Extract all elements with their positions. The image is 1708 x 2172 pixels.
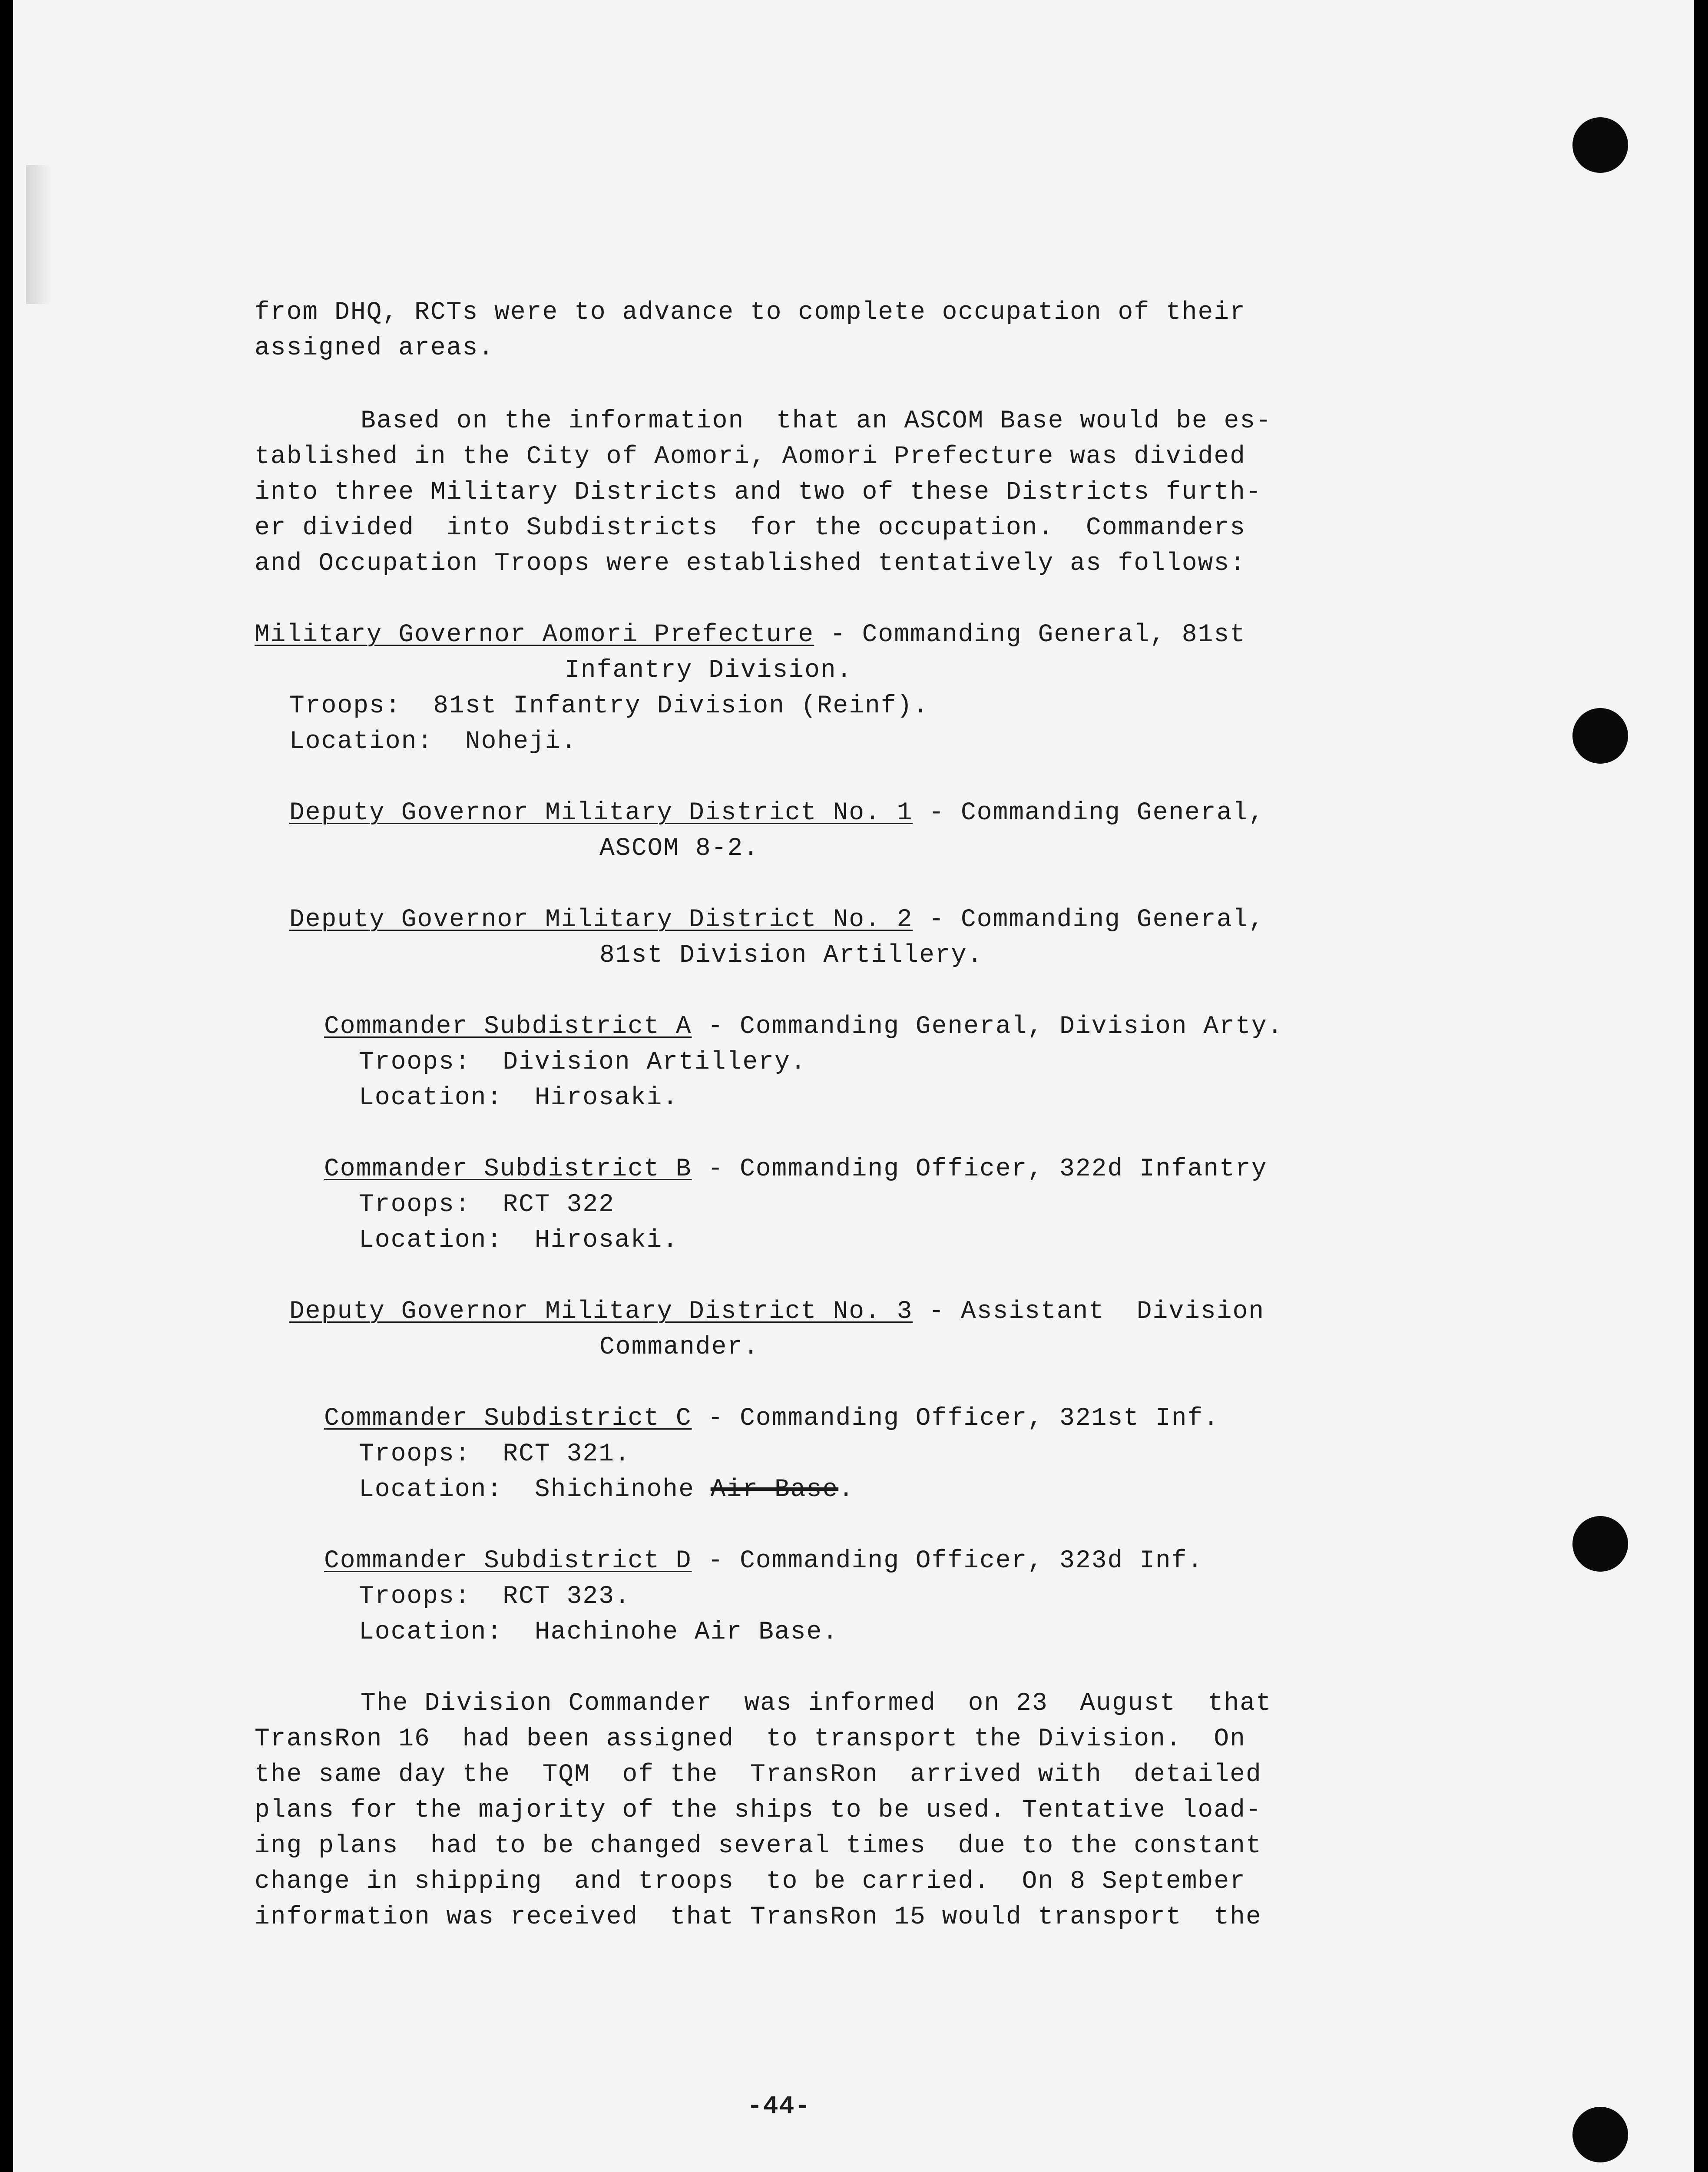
para1-line-2: assigned areas. bbox=[255, 334, 495, 362]
subC-heading: Commander Subdistrict C bbox=[324, 1404, 692, 1433]
subD-rest: - Commanding Officer, 323d Inf. bbox=[692, 1547, 1204, 1575]
subB-location: Location: Hirosaki. bbox=[359, 1226, 679, 1255]
deputy2-cont: 81st Division Artillery. bbox=[599, 941, 983, 970]
subA-line bbox=[324, 1014, 1283, 1040]
subD-heading: Commander Subdistrict D bbox=[324, 1547, 692, 1575]
para2-line-4: er divided into Subdistricts for the occupation. Commanders bbox=[255, 514, 1246, 542]
subD-line bbox=[324, 1548, 1203, 1574]
para3-line-3: the same day the TQM of the TransRon arrived with detailed bbox=[255, 1761, 1262, 1789]
subC-location bbox=[359, 1477, 854, 1503]
governor-cont: Infantry Division. bbox=[565, 656, 853, 685]
para2-line-2: tablished in the City of Aomori, Aomori Prefecture was divided bbox=[255, 443, 1246, 471]
governor-location: Location: Noheji. bbox=[289, 728, 577, 756]
deputy1-line bbox=[289, 800, 1264, 826]
deputy2-heading: Deputy Governor Military District No. 2 bbox=[289, 906, 913, 934]
para3-line-2: TransRon 16 had been assigned to transport the Division. On bbox=[255, 1725, 1246, 1753]
subD-location: Location: Hachinohe Air Base. bbox=[359, 1618, 839, 1646]
para2-line-5: and Occupation Troops were established tentatively as follows: bbox=[255, 550, 1246, 578]
deputy3-heading: Deputy Governor Military District No. 3 bbox=[289, 1298, 913, 1326]
para3-line-4: plans for the majority of the ships to be used. Tentative load- bbox=[255, 1796, 1262, 1824]
subA-location: Location: Hirosaki. bbox=[359, 1084, 679, 1112]
subC-location-struck: Air Base bbox=[710, 1476, 839, 1504]
punch-hole-4 bbox=[1572, 2107, 1628, 2162]
punch-hole-1 bbox=[1572, 117, 1628, 173]
governor-rest: - Commanding General, 81st bbox=[814, 621, 1246, 649]
subB-rest: - Commanding Officer, 322d Infantry bbox=[692, 1155, 1268, 1183]
subB-troops: Troops: RCT 322 bbox=[359, 1191, 615, 1219]
deputy1-rest: - Commanding General, bbox=[913, 799, 1265, 827]
deputy1-cont: ASCOM 8-2. bbox=[599, 834, 760, 863]
para3-line-1: The Division Commander was informed on 23 August that bbox=[361, 1689, 1272, 1718]
para3-line-7: information was received that TransRon 15 would transport the bbox=[255, 1903, 1262, 1931]
subC-troops: Troops: RCT 321. bbox=[359, 1440, 631, 1468]
para2-line-3: into three Military Districts and two of these Districts furth- bbox=[255, 478, 1262, 507]
para3-line-5: ing plans had to be changed several times due to the constant bbox=[255, 1832, 1262, 1860]
subA-troops: Troops: Division Artillery. bbox=[359, 1048, 807, 1076]
subC-location-prefix: Location: Shichinohe bbox=[359, 1476, 711, 1504]
para2-line-1: Based on the information that an ASCOM Base would be es- bbox=[361, 407, 1272, 435]
page-number: -44- bbox=[747, 2093, 811, 2121]
punch-hole-3 bbox=[1572, 1516, 1628, 1572]
subD-troops: Troops: RCT 323. bbox=[359, 1583, 631, 1611]
punch-hole-2 bbox=[1572, 708, 1628, 764]
deputy2-line bbox=[289, 907, 1264, 933]
para1-line-1: from DHQ, RCTs were to advance to complete occupation of their bbox=[255, 298, 1246, 327]
governor-troops: Troops: 81st Infantry Division (Reinf). bbox=[289, 692, 929, 720]
subC-location-suffix: . bbox=[838, 1476, 854, 1504]
para3-line-6: change in shipping and troops to be carried. On 8 September bbox=[255, 1867, 1246, 1896]
subB-heading: Commander Subdistrict B bbox=[324, 1155, 692, 1183]
deputy2-rest: - Commanding General, bbox=[913, 906, 1265, 934]
deputy3-line bbox=[289, 1299, 1264, 1325]
subC-rest: - Commanding Officer, 321st Inf. bbox=[692, 1404, 1220, 1433]
scan-shadow bbox=[26, 165, 52, 304]
deputy1-heading: Deputy Governor Military District No. 1 bbox=[289, 799, 913, 827]
governor-heading: Military Governor Aomori Prefecture bbox=[255, 621, 814, 649]
governor-line bbox=[255, 622, 1246, 648]
subB-line bbox=[324, 1156, 1268, 1182]
deputy3-cont: Commander. bbox=[599, 1333, 760, 1361]
subA-rest: - Commanding General, Division Arty. bbox=[692, 1013, 1284, 1041]
subA-heading: Commander Subdistrict A bbox=[324, 1013, 692, 1041]
subC-line bbox=[324, 1406, 1219, 1432]
deputy3-rest: - Assistant Division bbox=[913, 1298, 1265, 1326]
document-page bbox=[13, 0, 1694, 2172]
